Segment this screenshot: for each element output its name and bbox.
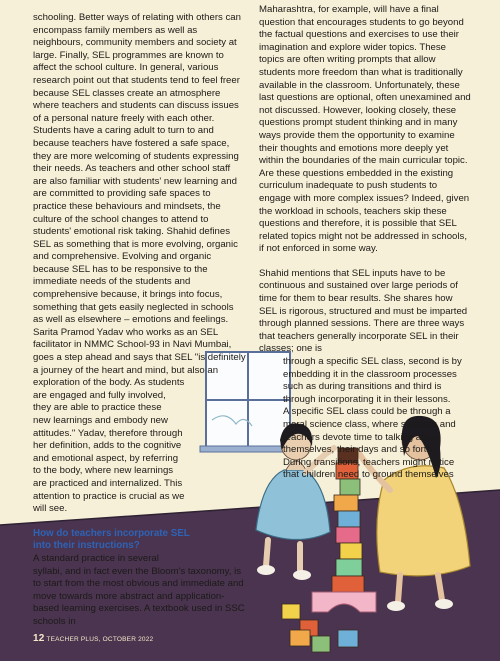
right-paragraph-2 [259,268,471,482]
page-number: 12 [33,633,45,644]
left-paragraph-1-text: schooling. Better ways of relating with others can encompass family members as well as neighbours, community members and society at large. Finally, SEL programmes are known to affect the school culture. In general, various research point out that students tend to feel freer because SEL classes create an atmosphere where teachers and students can discuss issues of a personal nature freely with each other. Students have a caring adult to turn to and because teachers have fostered a safe space, they are more welcoming of students expressing their needs. As teachers and other school staff are also familiar with students' new learning and are committed to providing safe spaces to practice these behaviours and mindsets, the culture of the school changes to attend to students' emotional risk taking. Shahid defines SEL as something that is more evolving, organic and comprehensive. Evolving and organic because SEL has to be responsive to the immediate needs of the students and comprehensive because, it brings into focus, something that gets easily neglected in schools as well as elsewhere – emotions and feelings. Sarita Pramod Yadav who works as an SEL facilitator in NMMC School-93 in Navi Mumbai, goes a step ahead and says that SEL "is definitely a journey of the heart and mind, but also an [33,12,246,376]
left-paragraph-1 [33,12,246,516]
left-paragraph-2-text: syllabi, and in fact even the Bloom's taxonomy, is to start from the most obvious and immediate and move towards more abstract and application-based learning exercises. A textbook used in SSC schools in [33,565,245,627]
left-paragraph-2 [33,553,246,629]
right-paragraph-1: Maharashtra, for example, will have a final question that encourages students to go beyond the factual questions and exercises to use their imagination and explore wider topics. These topics are often writing prompts that allow students more freedom than what is traditionally available in the classroom. Unfortunately, these last questions are optional, often unexamined and not discussed. However, looking closely, these questions prompt student thinking and in many ways provide them the opportunity to examine their thoughts and emotions more deeply yet within the boundaries of the main curricular topic. Are these questions embedded in the existing curriculum inadequate to push students to engage with more complex issues? Indeed, given the workload in schools, teachers skip these questions and therefore, it is possible that SEL related topics might not be addressed in schools, if not enforced in some way. [259,4,471,255]
right-column [259,4,471,494]
section-heading: How do teachers incorporate SEL into their instructions? [33,527,190,552]
publication-name: TEACHER PLUS, OCTOBER 2022 [46,636,154,643]
left-column [33,12,246,629]
left-paragraph-1-wrapped-lines: exploration of the body. As students are engaged and fully involved, they are able to practice these new learnings and embody new attitudes." Yadav, therefore through her definition, adds to the cognitive and emotional aspect, by referring to the body, where new learnings are practiced and internalized. This attention to practice is crucial as we will see. [33,377,185,515]
page-footer [33,633,153,644]
right-paragraph-2-wrapped-lines: through a specific SEL class, second is by embedding it in the classroom processes such as during transitions and third is through incorporating it in their lessons. A specific SEL class could be through a moral science class, where students and teachers devote time to talking about themselves, their days and so forth. During transitions, teachers might notice that children need to ground themselves [283,356,462,481]
right-paragraph-2-text: Shahid mentions that SEL inputs have to be continuous and sustained over large periods of time for them to bear results. She shares how SEL is rigorous, structured and must be imparted through planned sessions. There are three ways that teachers generally incorporate SEL in their classes; one is [259,267,468,355]
left-paragraph-2-start: A standard practice in several [33,552,159,564]
